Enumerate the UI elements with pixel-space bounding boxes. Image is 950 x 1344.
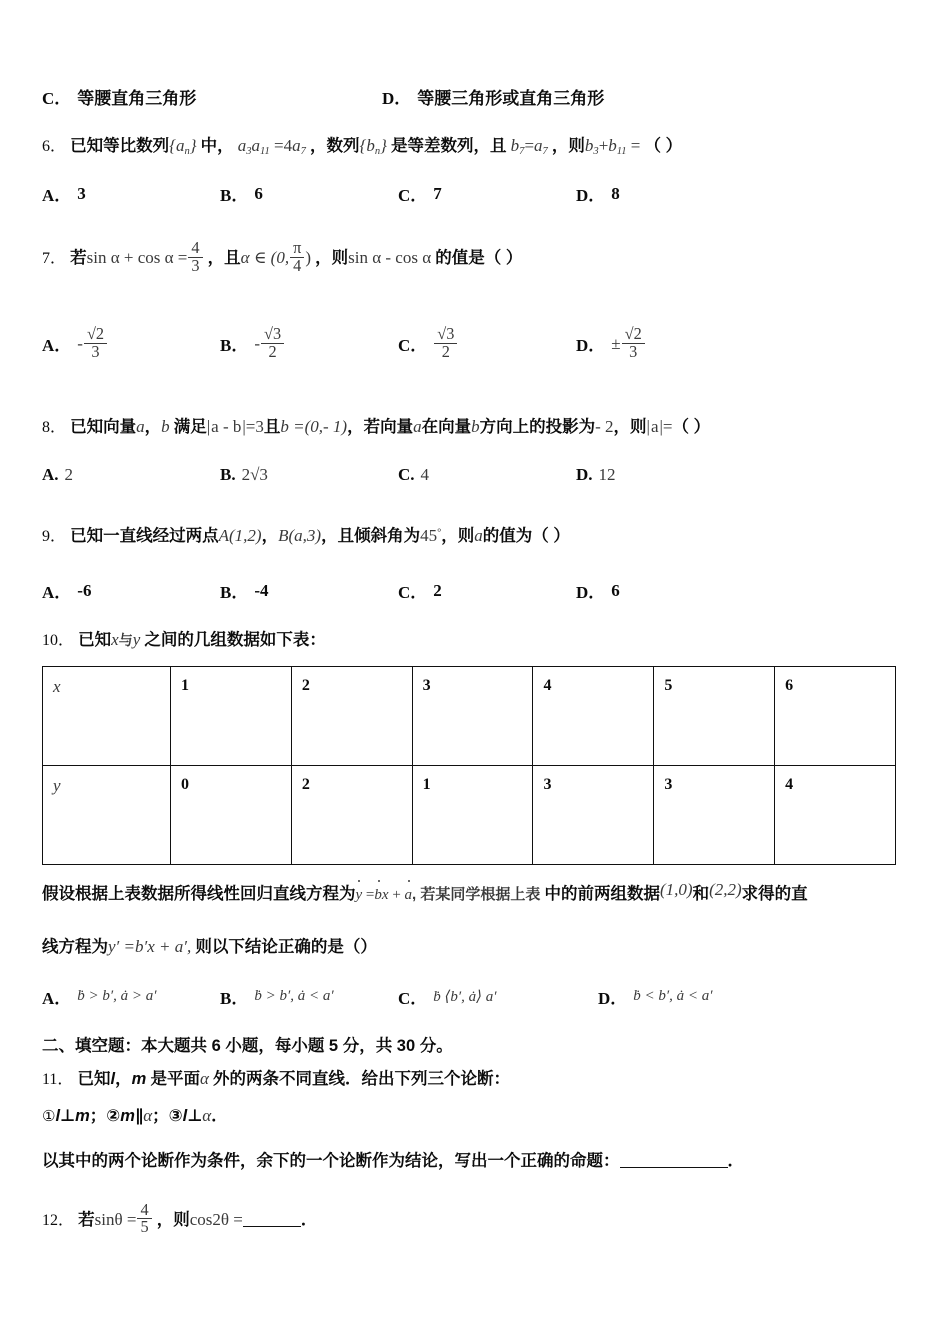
q10-option-d-label: D． xyxy=(598,989,628,1009)
q7-option-b-value: - $\frac{√3}{2}$ xyxy=(254,326,285,360)
q7-option-a-label: A． xyxy=(42,335,72,355)
q8-option-b[interactable] xyxy=(220,465,398,485)
table-cell-x-4: 4 xyxy=(533,667,654,766)
q11-parallel-symbol: ∥ xyxy=(134,1106,144,1125)
q11-period: ． xyxy=(211,1106,228,1125)
q7-option-a-value: - $\frac{√2}{3}$ xyxy=(77,326,108,360)
q8-projection-value: - 2 xyxy=(595,417,614,437)
q5-option-c-text: 等腰直角三角形 xyxy=(77,89,197,108)
q11-plane-alpha: α xyxy=(199,1068,209,1088)
q6-option-a-value: 3 xyxy=(77,183,86,203)
q8-eq3: =3 xyxy=(245,417,264,437)
q5-option-c[interactable] xyxy=(42,84,382,109)
q6-text-4: 是等差数列，且 xyxy=(391,137,507,155)
table-cell-y-4: 3 xyxy=(533,766,654,865)
q9-text-2: ，且倾斜角为 xyxy=(321,527,421,546)
table-row-label-y: y xyxy=(43,766,171,865)
q11-assertion-1-marker: ① xyxy=(42,1106,56,1125)
q6-option-a[interactable] xyxy=(42,181,220,206)
q6-option-d[interactable] xyxy=(576,181,754,206)
q7-expression-1: sin α + cos α = $\frac{4}{3}$ xyxy=(87,248,204,267)
q12-expression-1: sinθ = $\frac{4}{5}$ xyxy=(95,1210,153,1229)
table-cell-x-1: 1 xyxy=(171,667,292,766)
q10-options xyxy=(42,984,904,1009)
q11-assertions xyxy=(42,1105,904,1128)
q6-option-d-value: 8 xyxy=(611,183,620,203)
q10-option-a[interactable] xyxy=(42,984,220,1009)
q9-comma: ， xyxy=(261,527,279,546)
q8-paren: （ ） xyxy=(672,418,711,437)
q10-option-c-label: C． xyxy=(398,989,428,1009)
q10-option-b-value: ḃ > b′, ȧ < a′ xyxy=(254,988,334,1005)
q10-regression-equation: y =bx + a, 若某同学根据上表 xyxy=(356,887,541,903)
table-cell-x-3: 3 xyxy=(412,667,533,766)
q11-text-3: 外的两条不同直线．给出下列三个论断： xyxy=(213,1069,510,1088)
q9-option-a-value: -6 xyxy=(77,580,92,600)
question-8 xyxy=(42,416,904,439)
q6-option-b-label: B． xyxy=(220,186,249,206)
q11-instruction-text: 以其中的两个论断作为条件，余下的一个论断作为结论，写出一个正确的命题： xyxy=(42,1151,620,1170)
q5-options-tail xyxy=(42,84,904,109)
q8-abs-a: | a | xyxy=(647,416,663,439)
q7-option-c[interactable] xyxy=(398,326,576,360)
q7-text-1: 若 xyxy=(70,248,87,267)
table-row-y xyxy=(43,766,896,865)
q8-text-1: 已知向量 xyxy=(70,418,137,437)
q10-pair-1: (1,0) xyxy=(660,880,693,900)
q9-option-a-label: A． xyxy=(42,583,72,603)
table-cell-x-2: 2 xyxy=(291,667,412,766)
q12-text-2: ，则 xyxy=(156,1210,190,1229)
q12-answer-blank[interactable] xyxy=(243,1226,301,1227)
q10-var-y: y xyxy=(132,630,141,650)
q9-option-b[interactable] xyxy=(220,578,398,603)
q8-option-c-label: C. xyxy=(398,465,415,485)
q8-option-c[interactable] xyxy=(398,465,576,485)
q11-answer-blank[interactable] xyxy=(620,1167,728,1168)
q10-option-b-label: B． xyxy=(220,989,249,1009)
question-11 xyxy=(42,1068,904,1091)
q8-options xyxy=(42,465,904,485)
q9-option-b-label: B． xyxy=(220,583,249,603)
q8-option-a-value: 2 xyxy=(64,465,74,485)
q8-option-d-label: D. xyxy=(576,465,593,485)
q7-option-a[interactable] xyxy=(42,326,220,360)
q10-option-a-label: A． xyxy=(42,989,72,1009)
q10-body-3: 求得的直 xyxy=(741,885,808,904)
q6-option-a-label: A． xyxy=(42,186,72,206)
q8-text-7: ，则 xyxy=(613,418,647,437)
question-6 xyxy=(42,135,904,159)
q8-option-d-value: 12 xyxy=(598,465,616,485)
table-cell-x-5: 5 xyxy=(654,667,775,766)
q9-var-a: a xyxy=(474,526,483,546)
q9-option-a[interactable] xyxy=(42,578,220,603)
q10-option-c-value: ḃ ⟨b′, ȧ⟩ a′ xyxy=(433,989,497,1006)
q6-option-b-value: 6 xyxy=(254,183,263,203)
q8-text-2: 满足 xyxy=(173,418,207,437)
q6-options xyxy=(42,181,904,206)
q7-fraction: $\frac{4}{3}$ xyxy=(188,240,202,274)
q7-text-2: ，且 xyxy=(207,248,241,267)
q7-option-d-value: ± $\frac{√2}{3}$ xyxy=(611,326,645,360)
q5-option-c-label: C． xyxy=(42,89,72,108)
q8-text-3: 且 xyxy=(263,418,281,437)
q8-option-a[interactable] xyxy=(42,465,220,485)
table-cell-y-2: 2 xyxy=(291,766,412,865)
q6-text-5: ，则 xyxy=(551,137,585,155)
q9-text-4: 的值为（ ） xyxy=(482,527,570,546)
q11-assertion-2-alpha: α xyxy=(143,1105,153,1125)
q6-seq-b: $\{b_n\}$ xyxy=(359,136,387,157)
q5-option-d-text: 等腰三角形或直角三角形 xyxy=(417,89,605,108)
q11-sep-1: ；② xyxy=(89,1106,121,1125)
question-7 xyxy=(42,240,904,278)
q9-option-c[interactable] xyxy=(398,578,576,603)
table-cell-x-6: 6 xyxy=(775,667,896,766)
page-content xyxy=(42,84,904,1236)
q10-body-1: 假设根据上表数据所得线性回归直线方程为 xyxy=(42,885,356,904)
q8-option-b-value: 2√3 xyxy=(241,465,268,485)
q5-option-d-label: D． xyxy=(382,89,412,108)
q7-option-c-value: $\frac{√3}{2}$ xyxy=(433,326,458,360)
table-row-label-x: x xyxy=(43,667,171,766)
q8-equals: = xyxy=(662,417,673,437)
q9-option-d-label: D． xyxy=(576,583,606,603)
q8-text-6: 方向上的投影为 xyxy=(479,418,596,437)
q10-text-2: 之间的几组数据如下表： xyxy=(144,631,326,650)
q6-option-d-label: D． xyxy=(576,186,606,206)
q8-option-c-value: 4 xyxy=(420,465,430,485)
q6-option-c-value: 7 xyxy=(433,183,442,203)
q10-var-x: x xyxy=(111,630,119,650)
q6-option-b[interactable] xyxy=(220,181,398,206)
q12-text-1: 若 xyxy=(78,1210,95,1229)
q6-paren: （ ） xyxy=(644,137,683,155)
q7-option-b-label: B． xyxy=(220,335,249,355)
q7-options xyxy=(42,326,904,360)
q6-condition-1: $a_3a_{11} =4a_7$ xyxy=(237,136,306,157)
q5-option-d[interactable] xyxy=(382,84,904,109)
q12-expression-2: cos2θ = xyxy=(189,1209,243,1229)
q7-option-b[interactable] xyxy=(220,326,398,360)
q11-line-m: m xyxy=(131,1069,147,1088)
q11-comma: ， xyxy=(115,1069,132,1088)
q10-number: 10． xyxy=(42,632,75,650)
q10-option-b[interactable] xyxy=(220,984,398,1009)
q6-seq-a: $\{a_n\}$ xyxy=(169,136,197,157)
q8-number: 8． xyxy=(42,419,67,437)
q7-range-fraction: $\frac{\pi}{4}$ xyxy=(290,240,304,274)
q9-text-3: ，则 xyxy=(441,527,475,546)
q10-regression-equation-2: y′ =b′x + a′, xyxy=(108,936,192,956)
q9-option-c-label: C． xyxy=(398,583,428,603)
table-row-x xyxy=(43,667,896,766)
q10-option-d[interactable] xyxy=(598,984,904,1009)
q8-text-4: ，若向量 xyxy=(347,418,414,437)
section-2-heading: 二、填空题：本大题共 6 小题，每小题 5 分，共 30 分。 xyxy=(42,1037,453,1056)
data-table xyxy=(42,666,896,865)
table-cell-y-5: 3 xyxy=(654,766,775,865)
q10-body-4: 线方程为 xyxy=(42,937,108,956)
q8-option-a-label: A. xyxy=(42,465,59,485)
q6-option-c[interactable] xyxy=(398,181,576,206)
q11-assertion-3-alpha: α xyxy=(202,1105,212,1125)
q11-sep-2: ；③ xyxy=(152,1106,183,1125)
q12-number: 12． xyxy=(42,1211,75,1229)
q8-b-definition: b =(0,- 1) xyxy=(280,417,348,437)
q11-text-2: 是平面 xyxy=(150,1069,200,1088)
q8-option-d[interactable] xyxy=(576,465,754,485)
q11-instruction-end: ． xyxy=(727,1151,744,1170)
q10-text-1: 已知 xyxy=(78,631,112,650)
q11-assertion-2-m: m xyxy=(120,1106,135,1125)
q9-option-d-value: 6 xyxy=(611,580,620,600)
q7-text-3: ，则 xyxy=(315,248,349,267)
q12-fraction: $\frac{4}{5}$ xyxy=(137,1202,151,1236)
q8-comma-1: ， xyxy=(144,418,162,437)
q7-expression-2: sin α - cos α xyxy=(348,247,432,267)
q12-period: ． xyxy=(300,1210,318,1229)
q9-point-a: A(1,2) xyxy=(218,526,262,546)
q11-instruction xyxy=(42,1150,904,1172)
table-cell-y-6: 4 xyxy=(775,766,896,865)
q7-option-d[interactable] xyxy=(576,326,754,360)
q10-he: 和 xyxy=(692,885,710,904)
q10-option-c[interactable] xyxy=(398,984,598,1009)
table-cell-y-1: 0 xyxy=(171,766,292,865)
q9-angle: 45° xyxy=(420,526,442,546)
q10-body-line-1 xyxy=(42,879,904,905)
q6-text-3: ，数列 xyxy=(310,137,360,155)
q9-option-d[interactable] xyxy=(576,578,754,603)
q11-text-1: 已知 xyxy=(77,1069,111,1088)
q11-assertion-1: l⊥m xyxy=(55,1106,90,1125)
q10-yu: 与 xyxy=(118,632,133,649)
q7-text-4: 的值是（ ） xyxy=(435,248,523,267)
question-12 xyxy=(42,1199,904,1237)
q6-number: 6． xyxy=(42,138,67,155)
q9-options xyxy=(42,578,904,603)
q6-text-1: 已知等比数列 xyxy=(70,137,170,155)
q6-conclusion: $b_3+b_{11}$ = xyxy=(584,136,641,157)
q10-body-line-2 xyxy=(42,936,904,959)
q7-range: α ∈ (0, $\frac{\pi}{4}$ ) xyxy=(240,238,312,275)
q7-option-c-label: C． xyxy=(398,335,428,355)
q10-pair-2: (2,2) xyxy=(709,880,742,900)
q11-line-l: l xyxy=(110,1069,116,1088)
q9-option-b-value: -4 xyxy=(254,580,269,600)
question-10 xyxy=(42,629,904,652)
question-9 xyxy=(42,525,904,548)
q11-number: 11． xyxy=(42,1070,74,1088)
q10-body-2: 中的前两组数据 xyxy=(544,885,660,904)
q8-vector-a2: a xyxy=(413,417,422,437)
q8-vector-b: b xyxy=(161,417,170,437)
q7-number: 7． xyxy=(42,249,67,267)
table-cell-y-3: 1 xyxy=(412,766,533,865)
q8-text-5: 在向量 xyxy=(421,418,472,437)
q6-text-2: 中， xyxy=(200,137,234,155)
q8-vector-b2: b xyxy=(471,417,480,437)
q10-body-5: 则以下结论正确的是（） xyxy=(195,937,377,956)
q8-option-b-label: B. xyxy=(220,465,236,485)
q10-option-d-value: ḃ < b′, ȧ < a′ xyxy=(633,988,713,1005)
q11-assertion-3-l: l⊥ xyxy=(182,1106,203,1125)
q8-vector-a: a xyxy=(136,417,145,437)
q9-point-b: B(a,3) xyxy=(278,526,322,546)
q6-option-c-label: C． xyxy=(398,186,428,206)
q10-option-a-value: ḃ > b′, ȧ > a′ xyxy=(77,988,157,1005)
q9-number: 9． xyxy=(42,528,67,546)
q7-option-d-label: D． xyxy=(576,335,606,355)
q9-option-c-value: 2 xyxy=(433,580,442,600)
q6-condition-2: $b_7=a_7$ xyxy=(510,136,548,157)
q9-text-1: 已知一直线经过两点 xyxy=(70,527,219,546)
q8-abs-expression: | a - b | xyxy=(207,416,246,439)
